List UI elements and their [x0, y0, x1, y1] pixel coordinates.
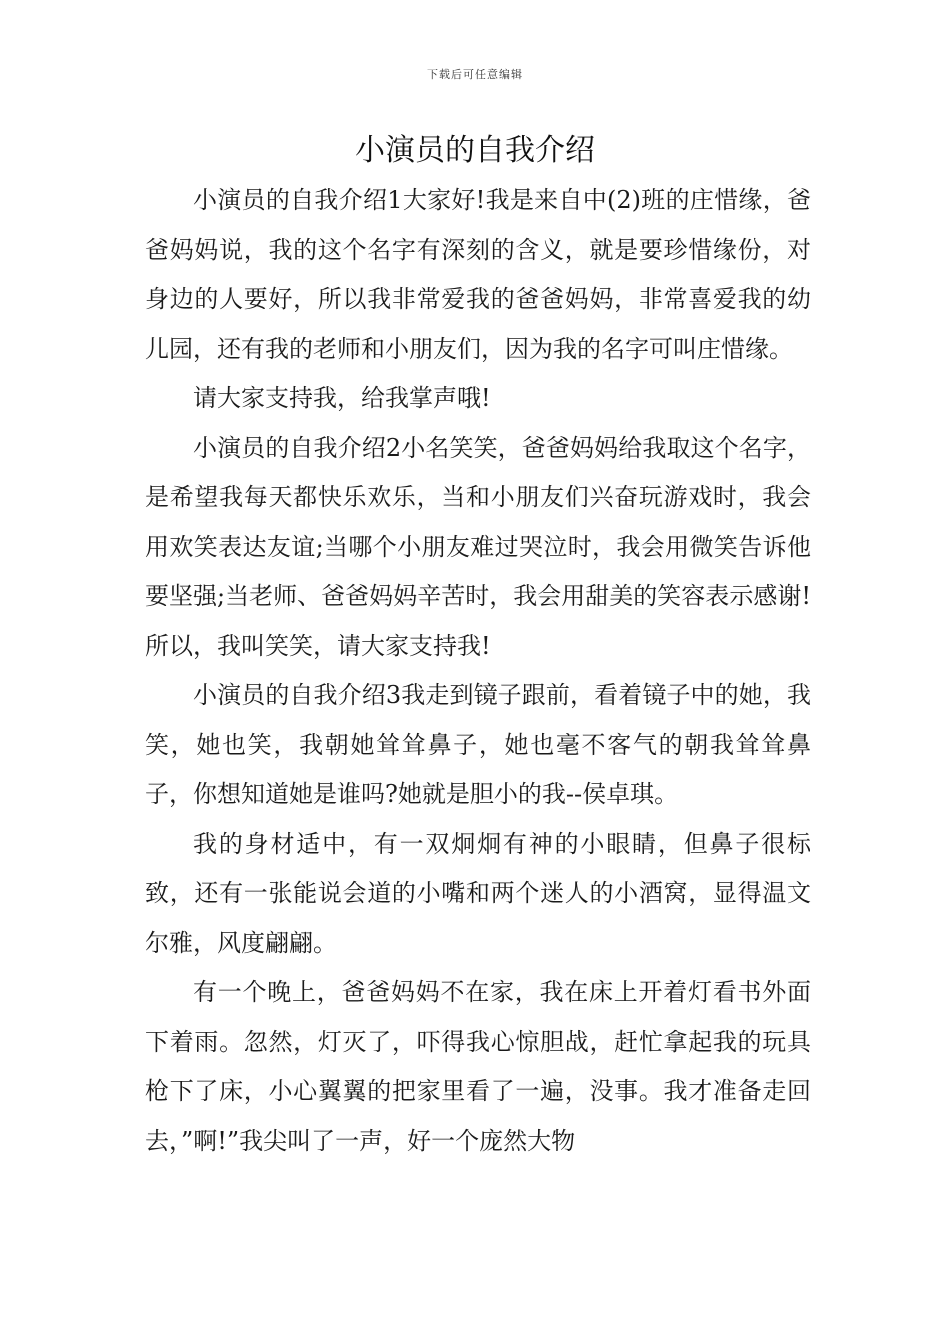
document-body	[145, 176, 811, 1166]
paragraph-support-request: 请大家支持我，给我掌声哦!	[193, 384, 491, 412]
document-title: 小演员的自我介绍	[355, 133, 595, 168]
download-note: 下载后可任意编辑	[427, 68, 523, 81]
paragraph-appearance: 我的身材适中，有一双炯炯有神的小眼睛，但鼻子很标致，还有一张能说会道的小嘴和两个迷人的小酒窝，显得温文尔雅，风度翩翩。	[145, 829, 811, 957]
paragraph-intro-2: 小演员的自我介绍2小名笑笑，爸爸妈妈给我取这个名字，是希望我每天都快乐欢乐，当和小朋友们兴奋玩游戏时，我会用欢笑表达友谊;当哪个小朋友难过哭泣时，我会用微笑告诉他要坚强;当老师、爸爸妈妈辛苦时，我会用甜美的笑容表示感谢!所以，我叫笑笑，请大家支持我!	[145, 433, 811, 660]
paragraph-intro-3: 小演员的自我介绍3我走到镜子跟前，看着镜子中的她，我笑，她也笑，我朝她耸耸鼻子，她也毫不客气的朝我耸耸鼻子，你想知道她是谁吗?她就是胆小的我--侯卓琪。	[145, 681, 811, 808]
paragraph-intro-1: 小演员的自我介绍1大家好!我是来自中(2)班的庄惜缘，爸爸妈妈说，我的这个名字有深刻的含义，就是要珍惜缘份，对身边的人要好，所以我非常爱我的爸爸妈妈，非常喜爱我的幼儿园，还有我的老师和小朋友们，因为我的名字可叫庄惜缘。	[145, 186, 811, 363]
paragraph-night-story: 有一个晚上，爸爸妈妈不在家，我在床上开着灯看书外面下着雨。忽然，灯灭了，吓得我心惊胆战，赶忙拿起我的玩具枪下了床，小心翼翼的把家里看了一遍，没事。我才准备走回去，”啊!”我尖叫了一声，好一个庞然大物	[145, 978, 811, 1155]
